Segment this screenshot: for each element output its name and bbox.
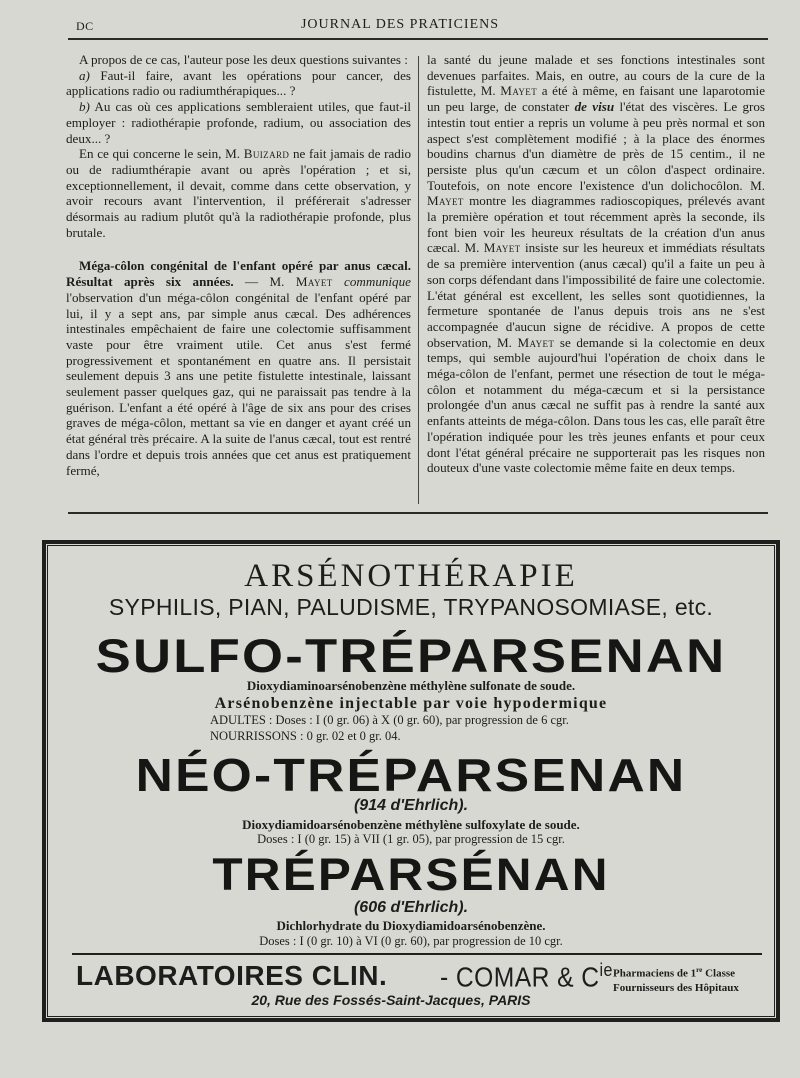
product1-chemical: Dioxydiaminoarsénobenzène méthylène sulfonate de soude.: [246, 678, 576, 693]
ad-divider: [72, 953, 762, 955]
lab-name: LABORATOIRES CLIN.: [76, 960, 388, 991]
paragraph: [427, 52, 765, 476]
product3-dose: Doses : I (0 gr. 10) à VI (0 gr. 60), par progression de 10 cgr.: [259, 934, 563, 948]
lab-partner: [440, 960, 613, 993]
paragraph-text: l'état des viscères. Le gros intestin tout entier a repris un volume à peu près normal et son aspect s'est complètement modifié ; à la place des énormes boudins charnus d'un diamètre de près de 15 centim., il ne persiste plus qu'un cæcum et un côlon d'aspect ordinaire. Toutefois, on note encore l'existence d'un dolichocôlon. M.: [427, 99, 766, 193]
pharm-line-1: [613, 963, 739, 981]
paragraph-text: En ce qui concerne le sein, M.: [79, 146, 241, 162]
page-mark: DC: [76, 19, 94, 33]
product2-note: (914 d'Ehrlich).: [353, 797, 469, 814]
dose-value: 0 gr. 02 et 0 gr. 04.: [306, 729, 401, 743]
paragraph-text: Faut-il faire, avant les opérations pour cancer, des applications radio ou radiumthérapiques... ?: [66, 67, 411, 99]
author-name: Mayet: [483, 240, 521, 256]
paragraph-text: ne fait jamais de radio ou de radiumthérapie avant ou après l'opération ; et si, exceptionnellement, il devait, comme dans cette observation, y avoir recours avant l'intervention, il préférerait s'adresser désormais au radium plutôt qu'à la radiothérapie profonde, plus brutale.: [66, 146, 412, 240]
section-rule: [68, 512, 768, 514]
lab-partner-text: - COMAR & C: [440, 961, 600, 993]
paragraph-text: montre les diagrammes radioscopiques, prélevés avant la première opération et tout récemment après la seconde, ils font bien voir les heureux résultats de la création d'un anus cæcal. M.: [427, 193, 765, 256]
product1-mode: Arsénobenzène injectable par voie hypodermique: [214, 695, 608, 712]
paragraph: [66, 258, 411, 478]
lab-partner-sup: ie: [599, 960, 613, 980]
pharm-line-2: Fournisseurs des Hôpitaux: [613, 981, 739, 994]
paragraph-text: — M.: [245, 274, 285, 290]
paragraph-text: a été à même, en faisant une laparotomie un peu large, de constater: [427, 83, 766, 115]
product2-dose: Doses : I (0 gr. 15) à VII (1 gr. 05), par progression de 15 cgr.: [257, 832, 565, 846]
product-sulfo-treparsenan: SULFO-TRÉPARSENAN: [95, 629, 727, 682]
product-treparsenan: TRÉPARSÉNAN: [212, 849, 610, 900]
product-neo-treparsenan: NÉO-TRÉPARSENAN: [135, 749, 687, 801]
dose-infants: [210, 728, 569, 744]
paragraph-text: insiste sur les heureux et immédiats résultats de sa première intervention (anus cæcal) qu'il a faite un peu à son corps défendant dans l'impossibilité de faire une colectomie. L'état général est excellent, les selles sont quotidiennes, la fermeture spontanée de l'anus depuis trois ans ne s'est accompagnée d'aucun signe de récidive. A propos de cette observation, M.: [427, 240, 765, 350]
product3-chemical: Dichlorhydrate du Dioxydiamidoarsénobenzène.: [276, 918, 546, 933]
author-name: Mayet: [517, 334, 555, 350]
paragraph: [66, 52, 411, 68]
right-column: [427, 52, 765, 476]
header-rule: [68, 38, 768, 40]
paragraph-text: A propos de ce cas, l'auteur pose les deux questions suivantes :: [79, 52, 408, 67]
paragraph-text: la santé du jeune malade et ses fonctions intestinales sont devenues parfaites. Mais, en outre, au cours de la cure de la fistulette, M.: [427, 52, 765, 99]
lab-address: 20, Rue des Fossés-Saint-Jacques, PARIS: [251, 992, 531, 1008]
left-column: [66, 52, 411, 478]
product3-note: (606 d'Ehrlich).: [353, 899, 469, 916]
list-label: b): [79, 99, 90, 115]
pharm-sup: re: [696, 966, 703, 974]
author-name: Mayet: [500, 83, 538, 99]
list-label: a): [79, 67, 90, 83]
paragraph-text: Au cas où ces applications sembleraient utiles, que faut-il employer : radiothérapie profonde, radium, ou association des deux... ?: [66, 99, 411, 146]
dose-label: ADULTES :: [210, 713, 273, 727]
emphasis: de visu: [574, 99, 615, 115]
pharm-text: Pharmaciens de 1: [613, 967, 697, 980]
paragraph-text: se demande si la colectomie en deux temps, qui semble aujourd'hui l'opération de choix dans le méga-côlon de l'enfant, permet une résection de tout le méga-côlon et notamment du méga-cæcum et si la persistance prolongée d'un anus cæcal ne suffit pas à rendre la santé aux enfants atteints de méga-côlon. Dans tous les cas, elle paraît être l'opération indiquée pour les très jeunes enfants et pour ceux dont l'état général précaire ne supporterait pas les risques non douteux d'une vaste colectomie même faite en deux temps.: [427, 334, 765, 476]
dose-value: Doses : I (0 gr. 06) à X (0 gr. 60), par progression de 6 cgr.: [275, 713, 569, 727]
column-divider: [418, 56, 419, 504]
paragraph: [66, 68, 411, 99]
dose-label: NOURRISSONS :: [210, 729, 304, 743]
journal-title: JOURNAL DES PRATICIENS: [300, 17, 500, 32]
paragraph-text: l'observation d'un méga-côlon congénital de l'enfant opéré par lui, il y a sept ans, par simple anus cæcal. Des adhérences intestinales empêchaient de faire une colectomie suffisamment vaste pour être vraiment utile. Cet anus s'est fermé progressivement et spontanément en quatre ans. Il persistait seulement depuis 3 ans une petite fistulette intestinale, laissant seulement passer quelques gaz, qui ne paraissait pas tendre à la guérison. L'enfant a été opéré à l'âge de six ans pour des crises graves de méga-côlon, mettant sa vie en danger et ayant créé un état général très précaire. A la suite de l'anus cæcal, tout est rentré dans l'ordre et depuis trois années que cet anus est pratiquement fermé,: [66, 289, 411, 478]
pharm-text: Classe: [705, 967, 736, 980]
lab-address-row: [47, 992, 775, 1008]
product2-chemical: Dioxydiamidoarsénobenzène méthylène sulfoxylate de soude.: [242, 817, 580, 832]
paragraph-text: communique: [344, 274, 411, 290]
pharmacy-credentials: [613, 963, 739, 995]
paragraph: [66, 146, 411, 240]
author-name: Mayet: [427, 193, 464, 209]
dose-adults: [210, 712, 569, 728]
ad-diseases: SYPHILIS, PIAN, PALUDISME, TRYPANOSOMIASE, etc.: [108, 594, 714, 620]
section-title: Méga-côlon congénital de l'enfant opéré par anus cæcal. Résultat après six années.: [66, 258, 411, 290]
ad-heading: ARSÉNOTHÉRAPIE: [244, 558, 578, 594]
author-name: Mayet: [295, 274, 333, 290]
product1-doses: [210, 712, 569, 744]
paragraph: [66, 99, 411, 146]
author-name: Buizard: [243, 146, 290, 162]
